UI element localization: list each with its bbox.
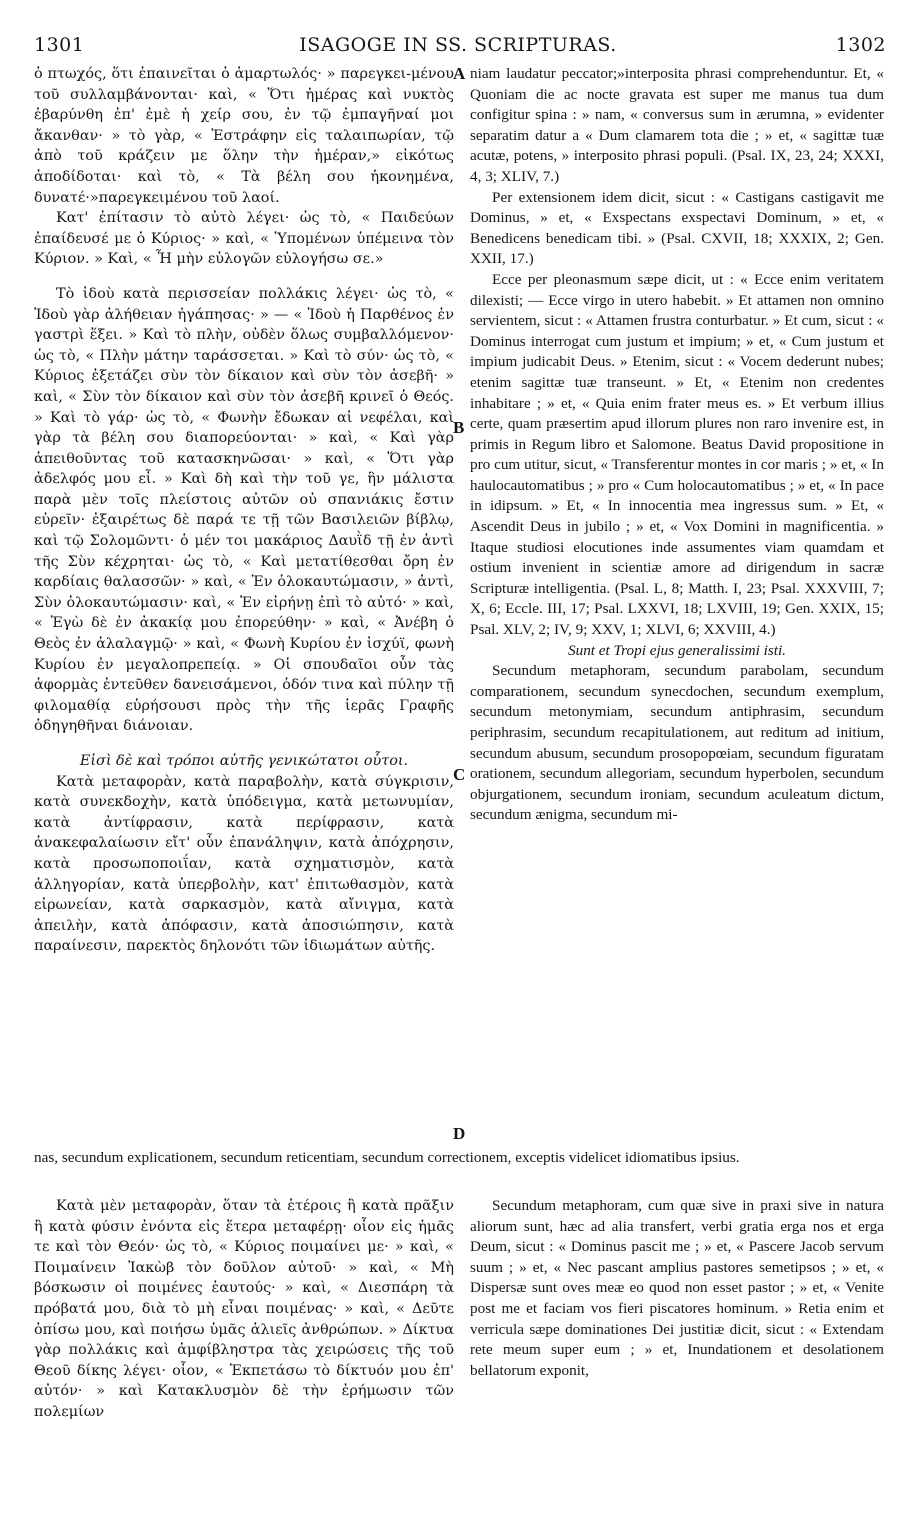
margin-marker-a: A [453, 64, 466, 83]
latin-paragraph: Secundum metaphoram, cum quæ sive in praxi sive in natura aliorum sunt, hæc ad alia transfert, verbi gratia erga nos et erga Deum, sicut : « Dominus pascit me ; » et, « Pascere Jacob servum suum ; » et, « Nec pascant amplius pastores semetipsos ; » et, « Dispersæ sunt oves meæ eo quod non esset pastor ; » et, « Venite post me et faciam vos fieri piscatores hominum. » Retia enim et verricula sæpe dominationes Dei justitiæ dicit, sicut : « Extendam rete meum super eum ; » et, Inundationem et desolationem bellatorum exponit, [470, 1197, 884, 1379]
greek-section-heading: Εἰσὶ δὲ καὶ τρόποι αὐτῆς γενικώτατοι οὗτοι. [79, 753, 409, 769]
latin-paragraph: Secundum metaphoram, secundum parabolam, secundum comparationem, secundum synecdochen, secundum exemplum, secundum metonymiam, secundum antiphrasim, secundum periphrasim, secundum recapitulationem, aut reditum ad initium, secundum abusum, secundum prosopopœiam, secundum figuratam orationem, secundum allegoriam, secundum hyperbolen, secundum objurgationem, secundum ironiam, secundum aculeatum dictum, secundum ænigma, secundum mi- [470, 662, 884, 824]
greek-paragraph: Τὸ ἰδοὺ κατὰ περισσείαν πολλάκις λέγει· ὡς τὸ, « Ἰδοὺ γὰρ ἀλήθειαν ἠγάπησας· » — « Ἰδοὺ ἡ Παρθένος ἐν γαστρὶ ἕξει. » Καὶ τὸ πλὴν, οὐδὲν ὅλως συμβαλλόμενον· ὡς τὸ, « Πλὴν μάτην ταράσσεται. » Καὶ τὸ σύν· ὡς τὸ, « Κύριος ἐξετάζει σὺν τὸν δίκαιον καὶ σὺν τὸν ἀσεβῆ· » καὶ, « Σὺν τὸν δίκαιον καὶ σὺν τὸν ἀσεβῆ κρινεῖ ὁ Θεός. » Καὶ τὸ γάρ· ὡς τὸ, « Φωνὴν ἔδωκαν αἱ νεφέλαι, καὶ γὰρ τὰ βέλη σου διαπορεύονται· » καὶ, « Καὶ γὰρ ἀπειθοῦντας τοῦ κατασκηνῶσαι· » καὶ, « Ὅτι γὰρ ἀδελφός μου εἶ. » Καὶ δὴ καὶ τὴν τοῦ γε, ἣν μάλιστα παρὰ μὲν τοῖς πλείστοις αὐτῶν οὐ σπανιάκις ἔστιν εὑρεῖν· ἐξαιρέτως δὲ παρά τε τῇ τῶν Βασιλειῶν βίβλῳ, καὶ τῷ Σολομῶντι· ὁ μέν τοι μακάριος Δαυῒδ τῇ ἐν ἀντὶ τῆς Σὺν κέχρηται· ὡς τὸ, « Καὶ μετατίθεσθαι ὄρη ἐν καρδίαις θαλασσῶν· » καὶ, « Ἐν ὁλοκαυτώμασιν, » ἀντὶ, Σὺν ὁλοκαυτώμασιν· καὶ, « Ἐν εἰρήνῃ ἐπὶ τὸ αὐτό· » καὶ, « Ἐγὼ δὲ ἐν ἀκακίᾳ μου ἐπορεύθην· » καὶ, « Ἀνέβη ὁ Θεὸς ἐν ἀλαλαγμῷ· » καὶ, « Φωνὴ Κυρίου ἐν ἰσχύϊ, φωνὴ Κυρίου ἐν μεγαλοπρεπείᾳ. » Οἱ σπουδαῖοι οὖν τὰς ἀφορμὰς ἐντεῦθεν δανεισάμενοι, ὁδόν τινα καὶ πύλην τῇ φιλομαθίᾳ εὑρήσουσι πρὸς τὴν τῆς ἱερᾶς Γραφῆς ὁδηγηθῆναι διάνοιαν. [34, 285, 454, 735]
page-number-left: 1301 [34, 34, 85, 56]
latin-section-heading: Sunt et Tropi ejus generalissimi isti. [568, 641, 786, 659]
margin-marker-b: B [453, 418, 465, 437]
greek-paragraph: ὁ πτωχός, ὅτι ἐπαινεῖται ὁ ἁμαρτωλός· » παρεγκει-μένου τοῦ συλλαμβάνονται· καὶ, « Ὅτι ἡμέρας καὶ νυκτὸς ἐβαρύνθη ἐπ' ἐμὲ ἡ χείρ σου, ἐν τῷ ἐμπαγῆναί μοι ἄκανθαν· » τὸ γὰρ, « Ἐστράφην εἰς ταλαιπωρίαν, τῷ ἀπὸ τοῦ κράζειν με ὅλην τὴν ἡμέραν,» εἰκότως ἀποδίδοται· καὶ τὸ, « Τὰ βέλη σου ἠκονημένα, δυνατέ·»παρεγκειμένου τοῦ λαοί. [34, 66, 454, 206]
latin-column [470, 64, 884, 826]
greek-paragraph: Κατὰ μὲν μεταφορὰν, ὅταν τὰ ἑτέροις ἢ κατὰ πρᾶξιν ἢ κατὰ φύσιν ἐνόντα εἰς ἕτερα μεταφέρῃ· οἷον εἰς ἡμᾶς τε καὶ τὸν Θεόν· ὡς τὸ, « Κύριος ποιμαίνει με· » καὶ, « Ποιμαίνειν Ἰακὼβ τὸν δοῦλον αὐτοῦ· » καὶ, « Μὴ βόσκωσιν οἱ ποιμένες ἑαυτούς· » καὶ, « Διεσπάρη τὰ πρόβατά μου, διὰ τὸ μὴ εἶναι ποιμένας· » καὶ, « Δεῦτε ὀπίσω μου, καὶ ποιήσω ὑμᾶς ἁλιεῖς ἀνθρώπων. » Δίκτυα γὰρ πολλάκις καὶ ἀμφίβληστρα τὰς χειρώσεις τῆς τοῦ Θεοῦ δίκης λέγει· οἷον, « Ἐκπετάσω τὸ δίκτυόν μου ἐπ' αὐτόν· » καὶ Κατακλυσμὸν δὲ τὴν ἐρήμωσιν τῶν πολεμίων [34, 1198, 454, 1420]
latin-paragraph: Ecce per pleonasmum sæpe dicit, ut : « Ecce enim veritatem dilexisti; — Ecce virgo in utero habebit. » Et attamen non omnino servientem, sicut : « Attamen frustra conturbatur. » Et cum, sicut : « Dominus interrogat cum justum et impium; » et, « Cum justum et impium judicabit Deus. » Etenim, sicut : « Vocem dederunt nubes; etenim sagittæ tuæ transeunt. » Et, « Etenim non credentes inhabitare ; » et, « Quia enim frater meus es. » Et verbum illius certe, quam præsertim apud illorum plures non raro invenire est, in primis in Regum libro et Salomone. Beatus David propositione in pro cum utitur, sicut, « Transferentur montes in cor maris ; » et, « In haulocautomatibus ; » pro « Cum holocautomatibus ; » et, « In pace in idipsum. » Et, « In innocentia mea ingressus sum. » Et, « Ascendit Deus in jubilo ; » et, « Vox Domini in magnificentia. » Itaque studiosi elocutiones inde assumentes viam quamdam et ostium invenient in scientiæ amore ad dirigendum in sacræ Scripturæ intelligentia. (Psal. L, 8; Matth. I, 23; Psal. XXXVIII, 7; X, 6; Eccle. III, 17; Psal. LXXVI, 18; LXVIII, 19; Gen. XXIX, 15; Psal. XLV, 2; IV, 9; XXV, 1; XLVI, 6; XXVIII, 4.) [470, 270, 884, 639]
page-number-right: 1302 [835, 34, 886, 56]
margin-marker-d: D [453, 1124, 466, 1143]
running-title: ISAGOGE IN SS. SCRIPTURAS. [299, 34, 617, 56]
spanning-latin-text: nas, secundum explicationem, secundum reticentiam, secundum correctionem, exceptis videlicet idiomatibus ipsius. [34, 1149, 740, 1166]
greek-paragraph: Κατὰ μεταφορὰν, κατὰ παραβολὴν, κατὰ σύγκρισιν, κατὰ συνεκδοχὴν, κατὰ ὑπόδειγμα, κατὰ μετωνυμίαν, κατὰ ἀντίφρασιν, κατὰ περίφρασιν, κατὰ ἀνακεφαλαίωσιν εἴτ' οὖν ἐπανάληψιν, κατὰ ἀπόχρησιν, κατὰ προσωποποιΐαν, κατὰ σχηματισμὸν, κατὰ ἀλληγορίαν, κατὰ ὑπερβολὴν, κατ' ἐπιτωθασμὸν, κατὰ εἰρωνείαν, κατὰ σαρκασμὸν, κατὰ αἴνιγμα, κατὰ ἀπειλὴν, κατὰ ἀπόφασιν, κατὰ ἀποσιώπησιν, κατὰ παραίνεσιν, παρεκτὸς δηλονότι τῶν ἰδιωμάτων αὐτῆς. [34, 773, 454, 955]
margin-marker-c: C [453, 765, 466, 784]
running-header [0, 34, 916, 60]
greek-paragraph: Κατ' ἐπίτασιν τὸ αὐτὸ λέγει· ὡς τὸ, « Παιδεύων ἐπαίδευσέ με ὁ Κύριος· » καὶ, « Ὑπομένων ὑπέμεινα τὸν Κύριον. » Καὶ, « Ἦ μὴν εὐλογῶν εὐλογήσω σε.» [34, 210, 454, 268]
greek-column-lower [34, 1196, 454, 1423]
latin-column-lower [470, 1196, 884, 1381]
latin-paragraph: Per extensionem idem dicit, sicut : « Castigans castigavit me Dominus, » et, « Exspectans exspectavi Dominum, » et, « Benedicens benedicam tibi. » (Psal. CXVII, 18; XXXIX, 2; Gen. XXII, 17.) [470, 188, 884, 268]
latin-paragraph: niam laudatur peccator;»interposita phrasi comprehenduntur. Et, « Quoniam die ac nocte gravata est super me manus tua dum configitur spina : » nam, « conversus sum in ærumna, » evidenter separatim datur a « Dum clamarem tota die ; » et, « sagittæ tuæ acutæ, potens, » interposito phrasi populi. (Psal. IX, 23, 24; XXXI, 4, 3; XLIV, 7.) [470, 65, 884, 185]
greek-column [34, 64, 454, 957]
